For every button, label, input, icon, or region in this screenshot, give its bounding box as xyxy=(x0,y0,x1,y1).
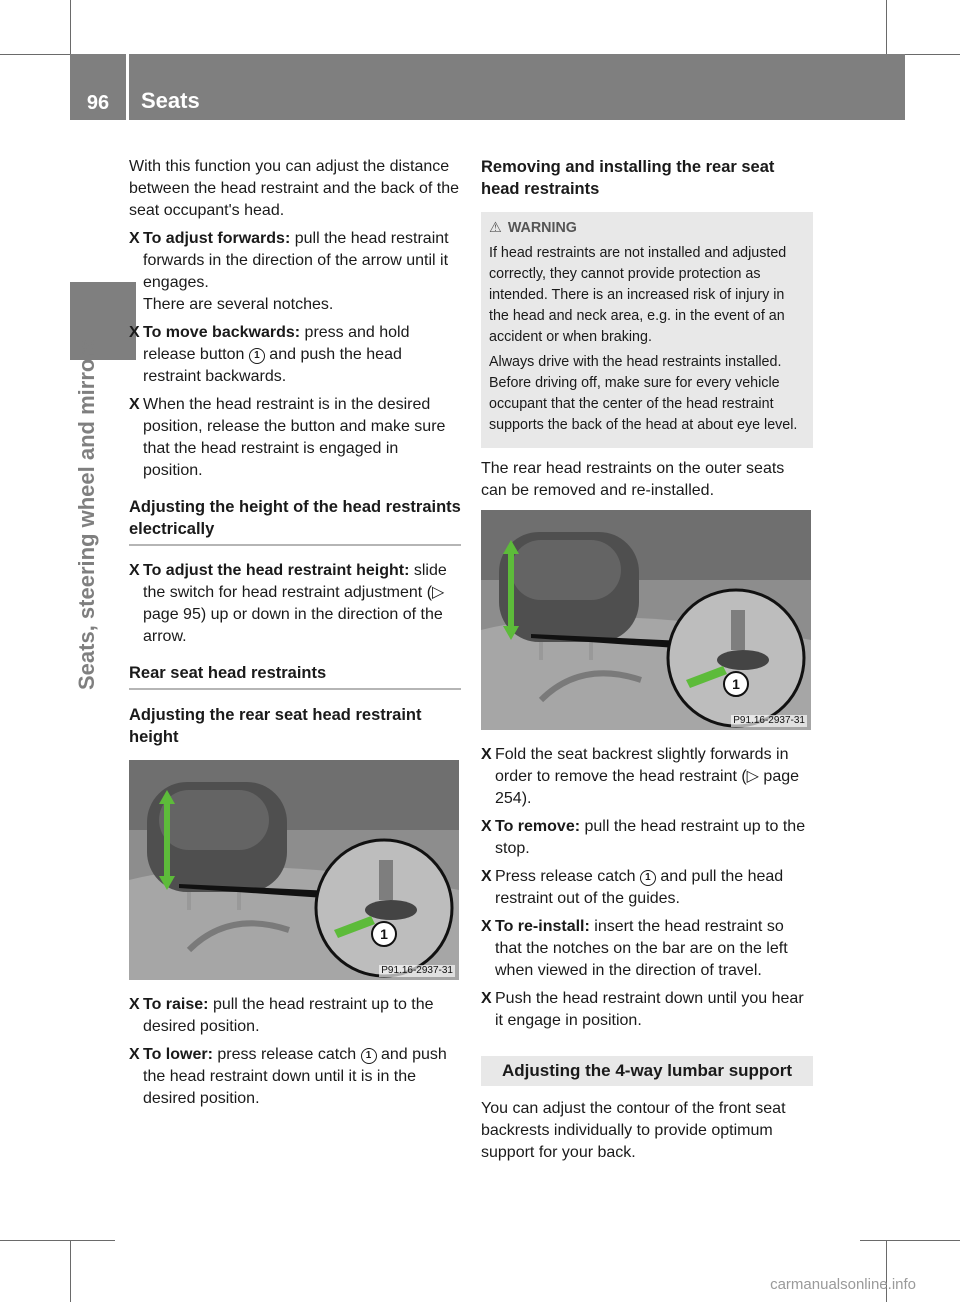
instruction-step xyxy=(481,916,813,982)
right-column xyxy=(481,156,813,1170)
step-label: To re-install: xyxy=(495,918,590,935)
crop-mark xyxy=(70,1240,71,1302)
step-marker-icon: X xyxy=(481,990,492,1007)
heading-remove-install: Removing and installing the rear seat head restraints xyxy=(481,158,775,198)
callout-1-icon: 1 xyxy=(361,1048,377,1064)
chapter-label: Seats, steering wheel and mirrors xyxy=(74,337,99,690)
heading-electric-adjustment: Adjusting the height of the head restraints electrically xyxy=(129,496,461,546)
step-marker-icon: X xyxy=(129,562,140,579)
step-label: To move backwards: xyxy=(143,324,301,341)
intro-paragraph: The rear head restraints on the outer seats can be removed and re-installed. xyxy=(481,460,785,499)
headrest-illustration xyxy=(129,760,459,980)
step-label: To raise: xyxy=(143,996,209,1013)
step-marker-icon: X xyxy=(129,230,140,247)
step-marker-icon: X xyxy=(481,818,492,835)
step-text: and pull the head restraint out of the guides. xyxy=(495,868,784,907)
step-text: press and hold release button xyxy=(143,324,410,363)
warning-triangle-icon: ⚠ xyxy=(489,220,502,236)
step-marker-icon: X xyxy=(481,746,492,763)
lumbar-paragraph: You can adjust the contour of the front seat backrests individually to provide optimum support for your back. xyxy=(481,1100,786,1161)
instruction-step xyxy=(481,988,813,1032)
crop-mark xyxy=(0,1240,115,1241)
instruction-step xyxy=(481,744,813,810)
figure-code: P91.16-2937-31 xyxy=(733,715,805,726)
step-text: and push the head restraint backwards. xyxy=(143,346,402,385)
instruction-step xyxy=(129,322,461,388)
step-text: pull the head restraint forwards in the direction of the arrow until it engages. xyxy=(143,230,449,291)
step-label: To lower: xyxy=(143,1046,213,1063)
step-text: slide the switch for head restraint adjustment (▷ page 95) up or down in the direction of the arrow. xyxy=(143,562,447,645)
callout-1-label: 1 xyxy=(380,926,388,942)
instruction-step xyxy=(129,228,461,316)
step-text: insert the head restraint so that the notches on the bar are on the left when viewed in the direction of travel. xyxy=(495,918,788,979)
step-text: pull the head restraint up to the stop. xyxy=(495,818,806,857)
warning-paragraph: If head restraints are not installed and adjusted correctly, they cannot provide protection as intended. There is an increased risk of injury in the head and neck area, e.g. in the event of an accident or when braking. xyxy=(489,245,787,345)
callout-1-icon: 1 xyxy=(640,870,656,886)
intro-paragraph: With this function you can adjust the distance between the head restraint and the back of the seat occupant's head. xyxy=(129,158,460,219)
header-divider xyxy=(126,54,129,120)
step-note: There are several notches. xyxy=(143,296,334,313)
instruction-step xyxy=(481,816,813,860)
step-marker-icon: X xyxy=(129,996,140,1013)
step-text: Press release catch xyxy=(495,868,640,885)
step-label: To remove: xyxy=(495,818,581,835)
instruction-step xyxy=(129,1044,461,1110)
callout-1-icon: 1 xyxy=(249,348,265,364)
callout-1-label: 1 xyxy=(732,676,740,692)
remove-restraint-figure xyxy=(481,510,811,730)
left-column xyxy=(129,156,461,1116)
section-title: Seats xyxy=(141,88,200,113)
step-marker-icon: X xyxy=(481,868,492,885)
step-text: Fold the seat backrest slightly forwards in order to remove the head restraint (▷ page 254). xyxy=(495,746,800,807)
step-text: Push the head restraint down until you hear it engage in position. xyxy=(495,990,804,1029)
figure-code: P91.16-2937-31 xyxy=(381,965,453,976)
instruction-step xyxy=(129,994,461,1038)
warning-box xyxy=(481,212,813,448)
headrest-illustration xyxy=(481,510,811,730)
step-text: pull the head restraint up to the desired position. xyxy=(143,996,434,1035)
warning-title-text: WARNING xyxy=(507,220,577,236)
crop-mark xyxy=(70,0,71,58)
instruction-step xyxy=(481,866,813,910)
step-text: When the head restraint is in the desired position, release the button and make sure that the head restraint is engaged in position. xyxy=(143,396,446,479)
step-marker-icon: X xyxy=(129,396,140,413)
warning-title xyxy=(489,218,805,239)
warning-paragraph: Always drive with the head restraints installed. Before driving off, make sure for every vehicle occupant that the center of the head restraint supports the back of the head at about eye level. xyxy=(489,354,798,433)
instruction-step xyxy=(129,394,461,482)
crop-mark xyxy=(860,1240,960,1241)
step-marker-icon: X xyxy=(129,1046,140,1063)
page-number: 96 xyxy=(86,92,110,114)
step-label: To adjust forwards: xyxy=(143,230,291,247)
step-text: and push the head restraint down until it is in the desired position. xyxy=(143,1046,447,1107)
lumbar-heading: Adjusting the 4-way lumbar support xyxy=(481,1056,813,1086)
heading-rear-height: Adjusting the rear seat head restraint height xyxy=(129,706,422,746)
step-marker-icon: X xyxy=(129,324,140,341)
rear-restraint-figure xyxy=(129,760,459,980)
crop-mark xyxy=(886,0,887,58)
step-marker-icon: X xyxy=(481,918,492,935)
step-text: press release catch xyxy=(212,1046,361,1063)
watermark: carmanualsonline.info xyxy=(770,1276,916,1293)
heading-rear-restraints: Rear seat head restraints xyxy=(129,662,461,690)
step-label: To adjust the head restraint height: xyxy=(143,562,410,579)
instruction-step xyxy=(129,560,461,648)
